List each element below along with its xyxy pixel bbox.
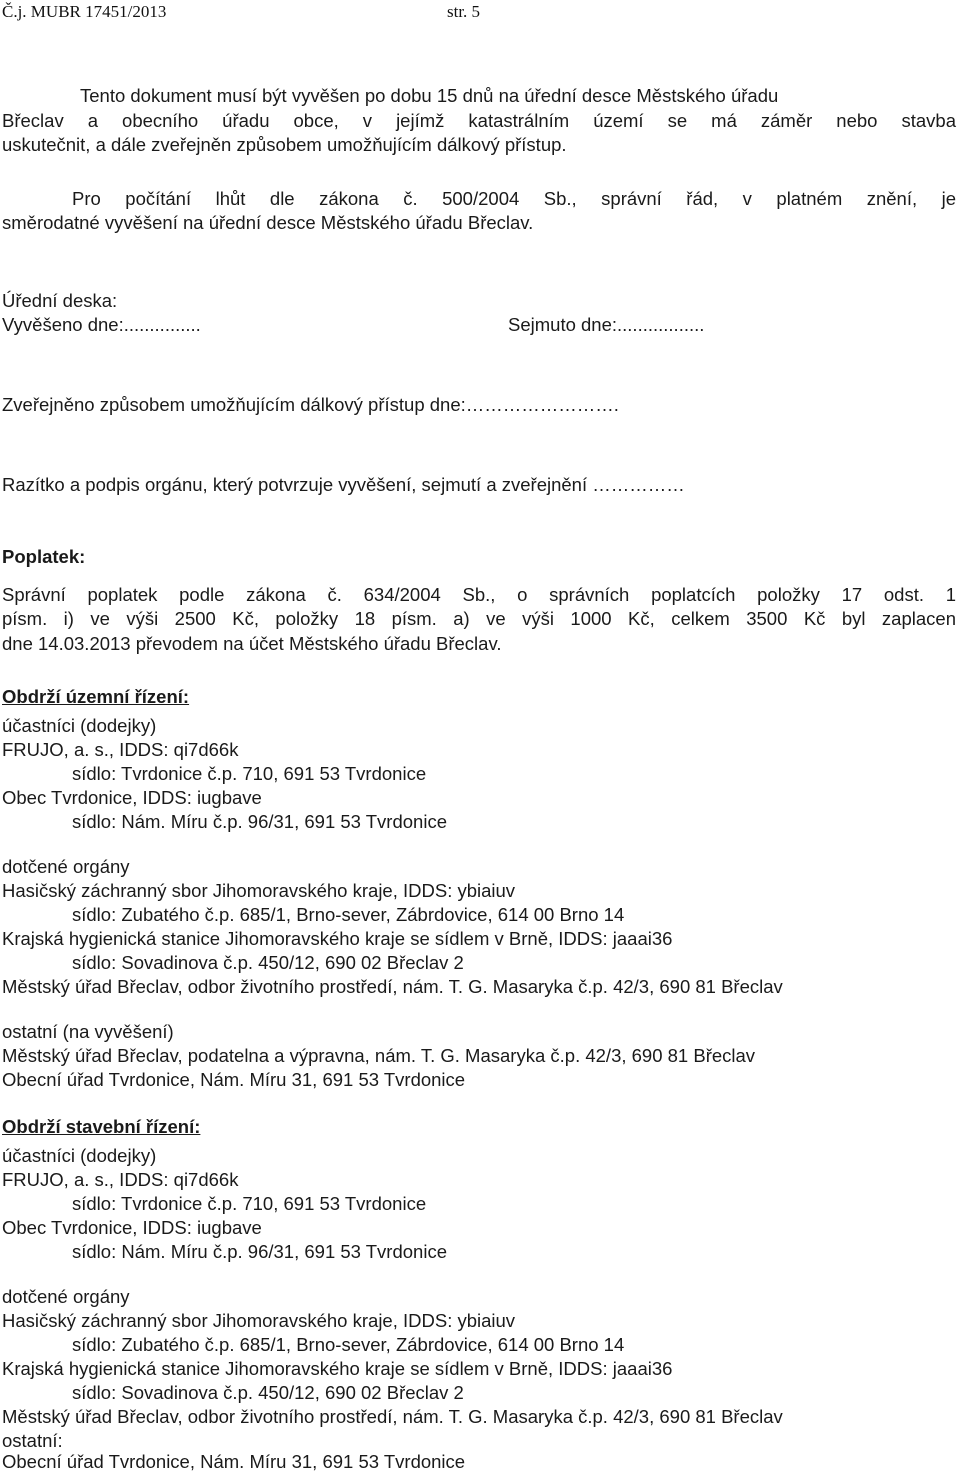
removed-date-field: Sejmuto dne:................. (508, 314, 705, 335)
building-mu-env: Městský úřad Břeclav, odbor životního prostředí, nám. T. G. Masaryka č.p. 42/3, 690 81 Břeclav (2, 1406, 783, 1427)
territorial-others-label: ostatní (na vyvěšení) (2, 1021, 174, 1042)
document-reference: Č.j. MUBR 17451/2013 (2, 2, 167, 21)
territorial-frujo: FRUJO, a. s., IDDS: qi7d66k (2, 739, 239, 760)
page-number: str. 5 (447, 2, 481, 21)
fee-line-3: dne 14.03.2013 převodem na účet Městského úřadu Břeclav. (2, 633, 502, 654)
intro-line-1: Tento dokument musí být vyvěšen po dobu 15 dnů na úřední desce Městského úřadu (80, 85, 779, 106)
territorial-mu-post: Městský úřad Břeclav, podatelna a výpravna, nám. T. G. Masaryka č.p. 42/3, 690 81 Břeclav (2, 1045, 756, 1066)
territorial-khs: Krajská hygienická stanice Jihomoravského kraje se sídlem v Brně, IDDS: jaaai36 (2, 928, 673, 949)
posted-date-field: Vyvěšeno dne:............... (2, 314, 201, 335)
board-title: Úřední deska: (2, 290, 118, 311)
building-hzs-seat: sídlo: Zubatého č.p. 685/1, Brno-sever, Zábrdovice, 614 00 Brno 14 (72, 1334, 625, 1355)
fee-line-1: Správní poplatek podle zákona č. 634/2004 Sb., o správních poplatcích položky 17 odst. 1 (2, 584, 956, 605)
building-obec-seat: sídlo: Nám. Míru č.p. 96/31, 691 53 Tvrdonice (72, 1241, 447, 1262)
deadline-line-2: směrodatné vyvěšení na úřední desce Městského úřadu Břeclav. (2, 212, 534, 233)
building-khs-seat: sídlo: Sovadinova č.p. 450/12, 690 02 Břeclav 2 (72, 1382, 464, 1403)
building-khs: Krajská hygienická stanice Jihomoravského kraje se sídlem v Brně, IDDS: jaaai36 (2, 1358, 673, 1379)
territorial-frujo-seat: sídlo: Tvrdonice č.p. 710, 691 53 Tvrdonice (72, 763, 427, 784)
building-frujo: FRUJO, a. s., IDDS: qi7d66k (2, 1169, 239, 1190)
territorial-authorities-label: dotčené orgány (2, 856, 130, 877)
territorial-hzs-seat: sídlo: Zubatého č.p. 685/1, Brno-sever, Zábrdovice, 614 00 Brno 14 (72, 904, 625, 925)
territorial-obec: Obec Tvrdonice, IDDS: iugbave (2, 787, 262, 808)
territorial-recipients-title: Obdrží územní řízení: (2, 686, 190, 707)
territorial-participants-label: účastníci (dodejky) (2, 715, 157, 736)
intro-line-2: Břeclav a obecního úřadu obce, v jejímž katastrálním území se má záměr nebo stavba (2, 110, 956, 131)
building-frujo-seat: sídlo: Tvrdonice č.p. 710, 691 53 Tvrdonice (72, 1193, 427, 1214)
fee-line-2: písm. i) ve výši 2500 Kč, položky 18 písm. a) ve výši 1000 Kč, celkem 3500 Kč byl zaplacen (2, 608, 956, 629)
building-recipients-title: Obdrží stavební řízení: (2, 1116, 201, 1137)
building-obec: Obec Tvrdonice, IDDS: iugbave (2, 1217, 262, 1238)
building-hzs: Hasičský záchranný sbor Jihomoravského kraje, IDDS: ybiaiuv (2, 1310, 516, 1331)
territorial-obec-seat: sídlo: Nám. Míru č.p. 96/31, 691 53 Tvrdonice (72, 811, 447, 832)
territorial-ou: Obecní úřad Tvrdonice, Nám. Míru 31, 691 53 Tvrdonice (2, 1069, 466, 1090)
deadline-line-1: Pro počítání lhůt dle zákona č. 500/2004 Sb., správní řád, v platném znění, je (72, 188, 956, 209)
intro-line-3: uskutečnit, a dále zveřejněn způsobem umožňujícím dálkový přístup. (2, 134, 567, 155)
territorial-khs-seat: sídlo: Sovadinova č.p. 450/12, 690 02 Břeclav 2 (72, 952, 464, 973)
building-participants-label: účastníci (dodejky) (2, 1145, 157, 1166)
fee-title: Poplatek: (2, 546, 86, 567)
territorial-mu-env: Městský úřad Břeclav, odbor životního prostředí, nám. T. G. Masaryka č.p. 42/3, 690 81 Břeclav (2, 976, 783, 997)
territorial-hzs: Hasičský záchranný sbor Jihomoravského kraje, IDDS: ybiaiuv (2, 880, 516, 901)
building-others-label: ostatní: (2, 1430, 63, 1451)
published-date-field: Zveřejněno způsobem umožňujícím dálkový přístup dne:……………………. (2, 394, 619, 415)
stamp-signature-field: Razítko a podpis orgánu, který potvrzuje vyvěšení, sejmutí a zveřejnění …………… (2, 474, 685, 495)
building-ou: Obecní úřad Tvrdonice, Nám. Míru 31, 691 53 Tvrdonice (2, 1451, 466, 1472)
building-authorities-label: dotčené orgány (2, 1286, 130, 1307)
